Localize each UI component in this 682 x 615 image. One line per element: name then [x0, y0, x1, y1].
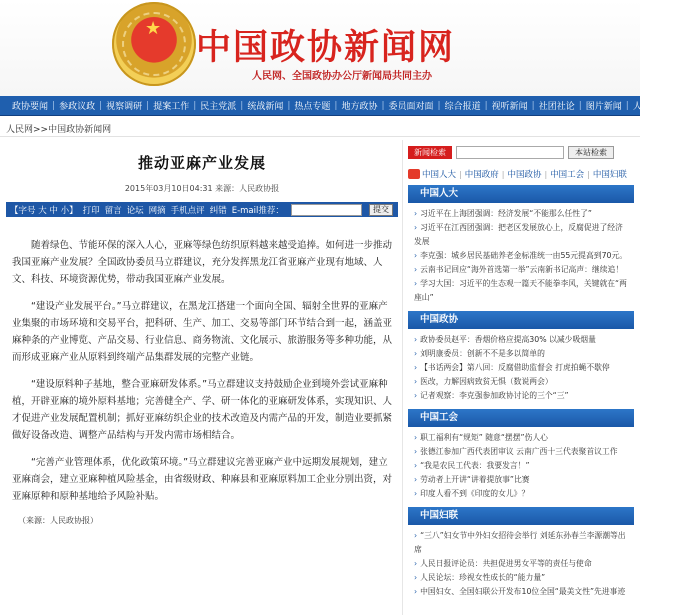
news-link-text: 医改，力解因病致贫无惧（数说两会） — [420, 377, 553, 386]
bullet-icon: › — [414, 265, 418, 274]
bullet-icon: › — [414, 461, 418, 470]
article-paragraph: “建设产业发展平台。”马立群建议，在黑龙江搭建一个面向全国、辐射全世界的亚麻产业集聚的市场环境和交易平台，把科研、生产、加工、交易等部门环节结合到一起，涵盖亚麻种条的产业博览、产品交易、行业信息、商务物流、文化展示、旅游服务等多种功能，从而形成亚麻产业从原料到终端产品集群发展的完整产业链。 — [12, 301, 393, 363]
nav-separator: | — [193, 100, 197, 111]
bullet-icon: › — [414, 559, 418, 568]
news-link-text: 习近平在上海团强调：经济发展“不能那么任性了” — [420, 209, 592, 218]
section-list — [408, 427, 634, 503]
nav-separator: | — [287, 100, 291, 111]
news-link[interactable] — [414, 389, 630, 403]
bullet-icon: › — [414, 391, 418, 400]
news-link[interactable] — [414, 445, 630, 459]
article-source: （来源：人民政协报） — [18, 516, 98, 525]
news-link[interactable] — [414, 557, 630, 571]
bullet-icon: › — [414, 531, 418, 540]
news-link-text: 记者观察：李克强参加政协讨论的三个“三” — [420, 391, 569, 400]
tab-cppcc[interactable]: 中国政协 — [507, 170, 542, 180]
toolbar-print[interactable]: 打印 — [82, 205, 100, 216]
nav-item[interactable]: 统战新闻 — [247, 102, 284, 112]
tab-women-federation[interactable]: 中国妇联 — [592, 170, 627, 180]
article — [6, 140, 398, 615]
org-tabs: 中国人大 | 中国政府 | 中国政协 | 中国工会 | 中国妇联 — [408, 167, 634, 181]
news-link[interactable] — [414, 277, 630, 305]
nav-separator: | — [625, 100, 629, 111]
toolbar-correction[interactable]: 纠错 — [209, 205, 227, 216]
nav-separator: | — [437, 100, 441, 111]
nav-item[interactable]: 委员面对面 — [388, 102, 434, 112]
bullet-icon: › — [414, 433, 418, 442]
bullet-icon: › — [414, 251, 418, 260]
tab-government[interactable]: 中国政府 — [464, 170, 499, 180]
breadcrumb[interactable]: 人民网>>中国政协新闻网 — [6, 125, 112, 135]
bullet-icon: › — [414, 209, 418, 218]
toolbar-font-size[interactable]: 【字号 大 中 小】 — [10, 205, 78, 216]
nav-separator: | — [484, 100, 488, 111]
news-link[interactable] — [414, 459, 630, 473]
star-icon: ★ — [145, 18, 162, 39]
news-link[interactable] — [414, 347, 630, 361]
nav-separator: | — [531, 100, 535, 111]
nav-item[interactable]: 民主党派 — [200, 102, 237, 112]
news-search-label: 新闻检索 — [408, 146, 452, 159]
news-link[interactable] — [414, 263, 630, 277]
news-link-text: “三八”妇女节中外妇女招待会举行 刘延东孙春兰李源潮等出席 — [414, 531, 626, 554]
nav-item[interactable]: 参政议政 — [59, 102, 96, 112]
article-meta: 2015年03月10日04:31 来源：人民政协报 — [124, 184, 280, 193]
article-body — [6, 237, 398, 505]
email-submit-button[interactable]: 提交 — [369, 204, 393, 216]
news-link-text: 政协委员赵平：香烟价格应提高30% 以减少吸烟量 — [420, 335, 596, 344]
news-link[interactable] — [414, 221, 630, 249]
bullet-icon: › — [414, 363, 418, 372]
toolbar-bookmark[interactable]: 网摘 — [148, 205, 166, 216]
article-paragraph: 随着绿色、节能环保的深入人心，亚麻等绿色纺织原料越来越受追捧。如何进一步推动我国亚麻产业发展？全国政协委员马立群建议，充分发挥黑龙江省亚麻产业现有地域、人文、科技、环境资源优势，带动我国亚麻产业发展。 — [12, 240, 393, 285]
nav-separator: | — [52, 100, 56, 111]
news-link[interactable] — [414, 361, 630, 375]
nav-item[interactable]: 综合报道 — [444, 102, 481, 112]
news-link-text: 【书话两会】第八回：反腐借助监督会 打虎拍蝇不歇停 — [420, 363, 610, 372]
nav-separator: | — [99, 100, 103, 111]
nav-item[interactable]: 图片新闻 — [585, 102, 622, 112]
site-search-button[interactable]: 本站检索 — [568, 146, 614, 159]
bullet-icon: › — [414, 475, 418, 484]
news-link[interactable] — [414, 487, 630, 501]
site-brand[interactable]: 中国政协新闻网 — [196, 27, 456, 68]
bullet-icon: › — [414, 489, 418, 498]
news-link-text: 张德江参加广西代表团审议 云南广西十三代表聚首议工作 — [420, 447, 618, 456]
news-link-text: 人民论坛：珍视女性成长的“能力量” — [420, 573, 546, 582]
news-link-text: 中国妇女、全国妇联公开发布10位全国“最美文性”先进事迹 — [420, 587, 626, 596]
nav-item[interactable]: 视察调研 — [106, 102, 143, 112]
nav-separator: | — [240, 100, 244, 111]
toolbar-mobile-comment[interactable]: 手机点评 — [170, 205, 205, 216]
news-search-input[interactable] — [456, 146, 564, 159]
news-link[interactable] — [414, 431, 630, 445]
nav-separator: | — [334, 100, 338, 111]
nav-item[interactable]: 提案工作 — [153, 102, 190, 112]
article-title: 推动亚麻产业发展 — [137, 154, 266, 172]
bullet-icon: › — [414, 349, 418, 358]
bullet-icon: › — [414, 279, 418, 288]
bullet-icon: › — [414, 335, 418, 344]
nav-item[interactable]: 社团社论 — [538, 102, 575, 112]
section-header[interactable]: 中国人大 — [408, 185, 634, 203]
toolbar-comment[interactable]: 留言 — [104, 205, 122, 216]
section-header[interactable]: 中国政协 — [408, 311, 634, 329]
email-input[interactable] — [291, 204, 362, 216]
bullet-icon: › — [414, 587, 418, 596]
bullet-icon: › — [414, 573, 418, 582]
nav-separator: | — [578, 100, 582, 111]
nav-separator: | — [381, 100, 385, 111]
main-nav — [0, 96, 678, 116]
news-link-text: 印度人看不到《印度的女儿》？ — [420, 489, 530, 498]
news-link-text: 习近平在江西团强调：把老区发展放心上，反腐促进了经济发展 — [414, 223, 623, 246]
site-subtitle: 人民网、全国政协办公厅新闻局共同主办 — [252, 71, 432, 82]
article-toolbar — [6, 202, 398, 217]
bullet-icon: › — [414, 223, 418, 232]
news-link[interactable] — [414, 333, 630, 347]
news-link[interactable] — [414, 249, 630, 263]
nav-item[interactable]: 视听新闻 — [491, 102, 528, 112]
toolbar-email-label: E-mail推荐： — [231, 205, 284, 216]
breadcrumb-divider — [0, 136, 640, 137]
toolbar-forum[interactable]: 论坛 — [126, 205, 144, 216]
article-paragraph: “建设原料种子基地，整合亚麻研发体系。”马立群建议支持鼓励企业到境外尝试亚麻种植，开辟亚麻的境外原料基地；完善健全产、学、研一体化的亚麻研发体系，实现知识、人才促进产业发展配置机制；抓好亚麻纺织企业的技术改造及内需产品的开发，制造业要抓紧做好设备改造、调整产品结构与开发内需市场相结合。 — [12, 379, 393, 441]
tab-union[interactable]: 中国工会 — [550, 170, 585, 180]
section-header[interactable]: 中国妇联 — [408, 507, 634, 525]
cppcc-emblem-icon[interactable] — [112, 2, 196, 86]
news-link[interactable] — [414, 375, 630, 389]
news-link[interactable] — [414, 571, 630, 585]
nav-item[interactable]: 热点专题 — [294, 102, 331, 112]
site-header — [0, 0, 640, 96]
news-sections — [408, 185, 634, 601]
tab-npc[interactable]: 中国人大 — [422, 170, 457, 180]
news-link[interactable] — [414, 207, 630, 221]
news-link-text: 职工福利有“规矩” 随意“摆摆”伤人心 — [420, 433, 548, 442]
news-link-text: “我是农民工代表：我要发言！” — [420, 461, 530, 470]
news-link-text: 刘明康委员：创新不不是多以简单的 — [420, 349, 545, 358]
news-link-text: 人民日报评论员：共担促进男女平等的责任与使命 — [420, 559, 592, 568]
section-list — [408, 203, 634, 307]
flag-icon — [408, 169, 420, 179]
section-header[interactable]: 中国工会 — [408, 409, 634, 427]
news-link-text: 李克强：城乡居民基础养老金标准统一由55元提高到70元。 — [420, 251, 628, 260]
bullet-icon: › — [414, 447, 418, 456]
nav-item[interactable]: 政协要闻 — [12, 102, 49, 112]
news-link[interactable] — [414, 529, 630, 557]
nav-item[interactable]: 地方政协 — [341, 102, 378, 112]
news-search — [408, 144, 634, 160]
news-link-text: 云南书记回应“海外首选第一举”云南新书记高声：继续追！ — [420, 265, 624, 274]
column-divider — [402, 140, 403, 615]
news-link[interactable] — [414, 473, 630, 487]
news-link-text: 劳动者上开讲“讲着提放事”比赛 — [420, 475, 530, 484]
section-list — [408, 525, 634, 601]
article-paragraph: “完善产业管理体系，优化政策环境。”马立群建议完善亚麻产业中远期发展规划，建立亚麻商会，建立亚麻种植风险基金，由省级财政、种麻县和亚麻原料加工企业分别出资，对亚麻原种和原种基地给予风险补贴。 — [12, 457, 393, 502]
news-link-text: 学习大国：习近平的生态观一篇天不能拳李风，关键就在“两座山” — [414, 279, 627, 302]
nav-separator: | — [146, 100, 150, 111]
section-list — [408, 329, 634, 405]
nav-item[interactable]: 人民网首页 — [632, 102, 678, 112]
bullet-icon: › — [414, 377, 418, 386]
news-link[interactable] — [414, 585, 630, 599]
sidebar — [408, 140, 634, 615]
